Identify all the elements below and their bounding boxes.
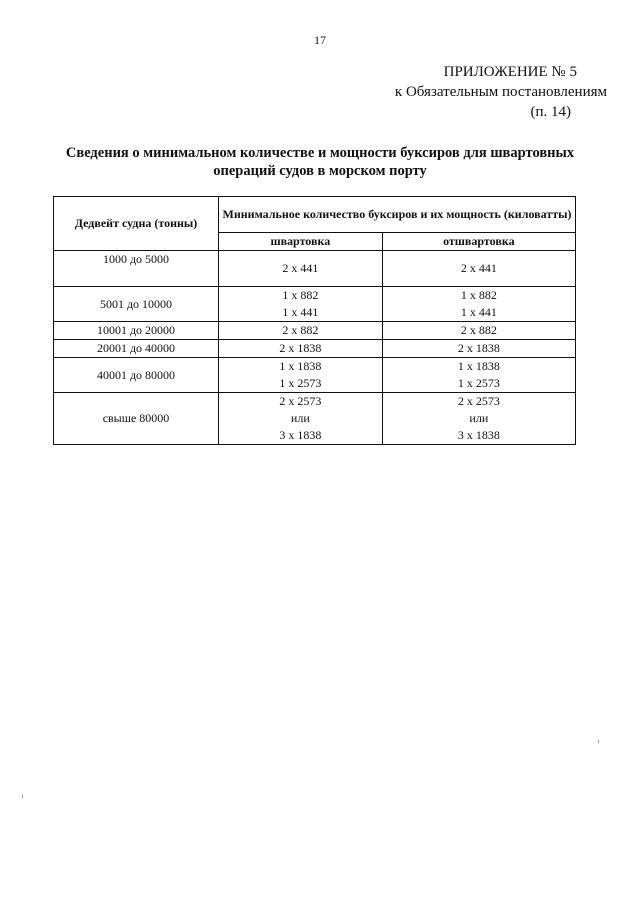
appendix-reference: к Обязательным постановлениям	[394, 84, 607, 100]
unmooring-value: 3 х 1838	[457, 428, 500, 442]
header-deadweight: Дедвейт судна (тонны)	[54, 197, 219, 251]
deadweight-cell: 5001 до 10000	[54, 287, 219, 322]
table-row	[54, 287, 576, 322]
appendix-clause: (п. 14)	[530, 104, 571, 120]
page-number: 17	[314, 33, 326, 47]
mooring-value: 2 х 441	[282, 261, 319, 275]
unmooring-value: 1 х 441	[460, 305, 497, 319]
table-row	[54, 340, 576, 358]
tug-requirements-table	[53, 196, 576, 445]
deadweight-cell: 20001 до 40000	[54, 340, 219, 358]
document-title-line-2: операций судов в морском порту	[213, 163, 427, 179]
unmooring-cell	[382, 340, 575, 358]
table-row	[54, 322, 576, 340]
mooring-cell	[219, 393, 383, 445]
mooring-value: 1 х 2573	[279, 376, 322, 390]
mooring-value: 2 х 2573	[279, 394, 322, 408]
unmooring-cell	[382, 287, 575, 322]
mooring-cell	[219, 322, 383, 340]
header-mooring: швартовка	[219, 233, 383, 251]
header-unmooring: отшвартовка	[382, 233, 575, 251]
document-title-line-1: Сведения о минимальном количестве и мощности буксиров для швартовных	[65, 145, 575, 161]
unmooring-value: 1 х 2573	[457, 376, 500, 390]
mooring-value: или	[290, 411, 310, 425]
document-title	[40, 144, 600, 180]
appendix-header	[395, 62, 607, 122]
table-header-row	[54, 197, 576, 233]
appendix-number: ПРИЛОЖЕНИЕ № 5	[443, 64, 577, 80]
deadweight-cell: 1000 до 5000	[54, 251, 219, 287]
table-row	[54, 358, 576, 393]
unmooring-value: 1 х 882	[460, 288, 497, 302]
header-tug-group: Минимальное количество буксиров и их мощность (киловатты)	[219, 197, 576, 233]
deadweight-cell: свыше 80000	[54, 393, 219, 445]
unmooring-cell	[382, 393, 575, 445]
mooring-value: 3 х 1838	[279, 428, 322, 442]
unmooring-cell	[382, 251, 575, 287]
mooring-value: 1 х 1838	[279, 359, 322, 373]
scan-speck	[22, 795, 23, 798]
table-row	[54, 251, 576, 287]
unmooring-cell	[382, 322, 575, 340]
mooring-value: 2 х 882	[282, 323, 319, 337]
mooring-cell	[219, 358, 383, 393]
unmooring-value: 2 х 2573	[457, 394, 500, 408]
table-row	[54, 393, 576, 445]
mooring-value: 2 х 1838	[279, 341, 322, 355]
mooring-cell	[219, 287, 383, 322]
mooring-value: 1 х 882	[282, 288, 319, 302]
table-body	[54, 251, 576, 445]
deadweight-cell: 40001 до 80000	[54, 358, 219, 393]
unmooring-value: 2 х 441	[460, 261, 497, 275]
mooring-cell	[219, 340, 383, 358]
mooring-value: 1 х 441	[282, 305, 319, 319]
unmooring-value: 2 х 882	[460, 323, 497, 337]
unmooring-cell	[382, 358, 575, 393]
scan-speck	[598, 740, 599, 743]
unmooring-value: 1 х 1838	[457, 359, 500, 373]
unmooring-value: 2 х 1838	[457, 341, 500, 355]
deadweight-cell: 10001 до 20000	[54, 322, 219, 340]
unmooring-value: или	[469, 411, 489, 425]
mooring-cell	[219, 251, 383, 287]
